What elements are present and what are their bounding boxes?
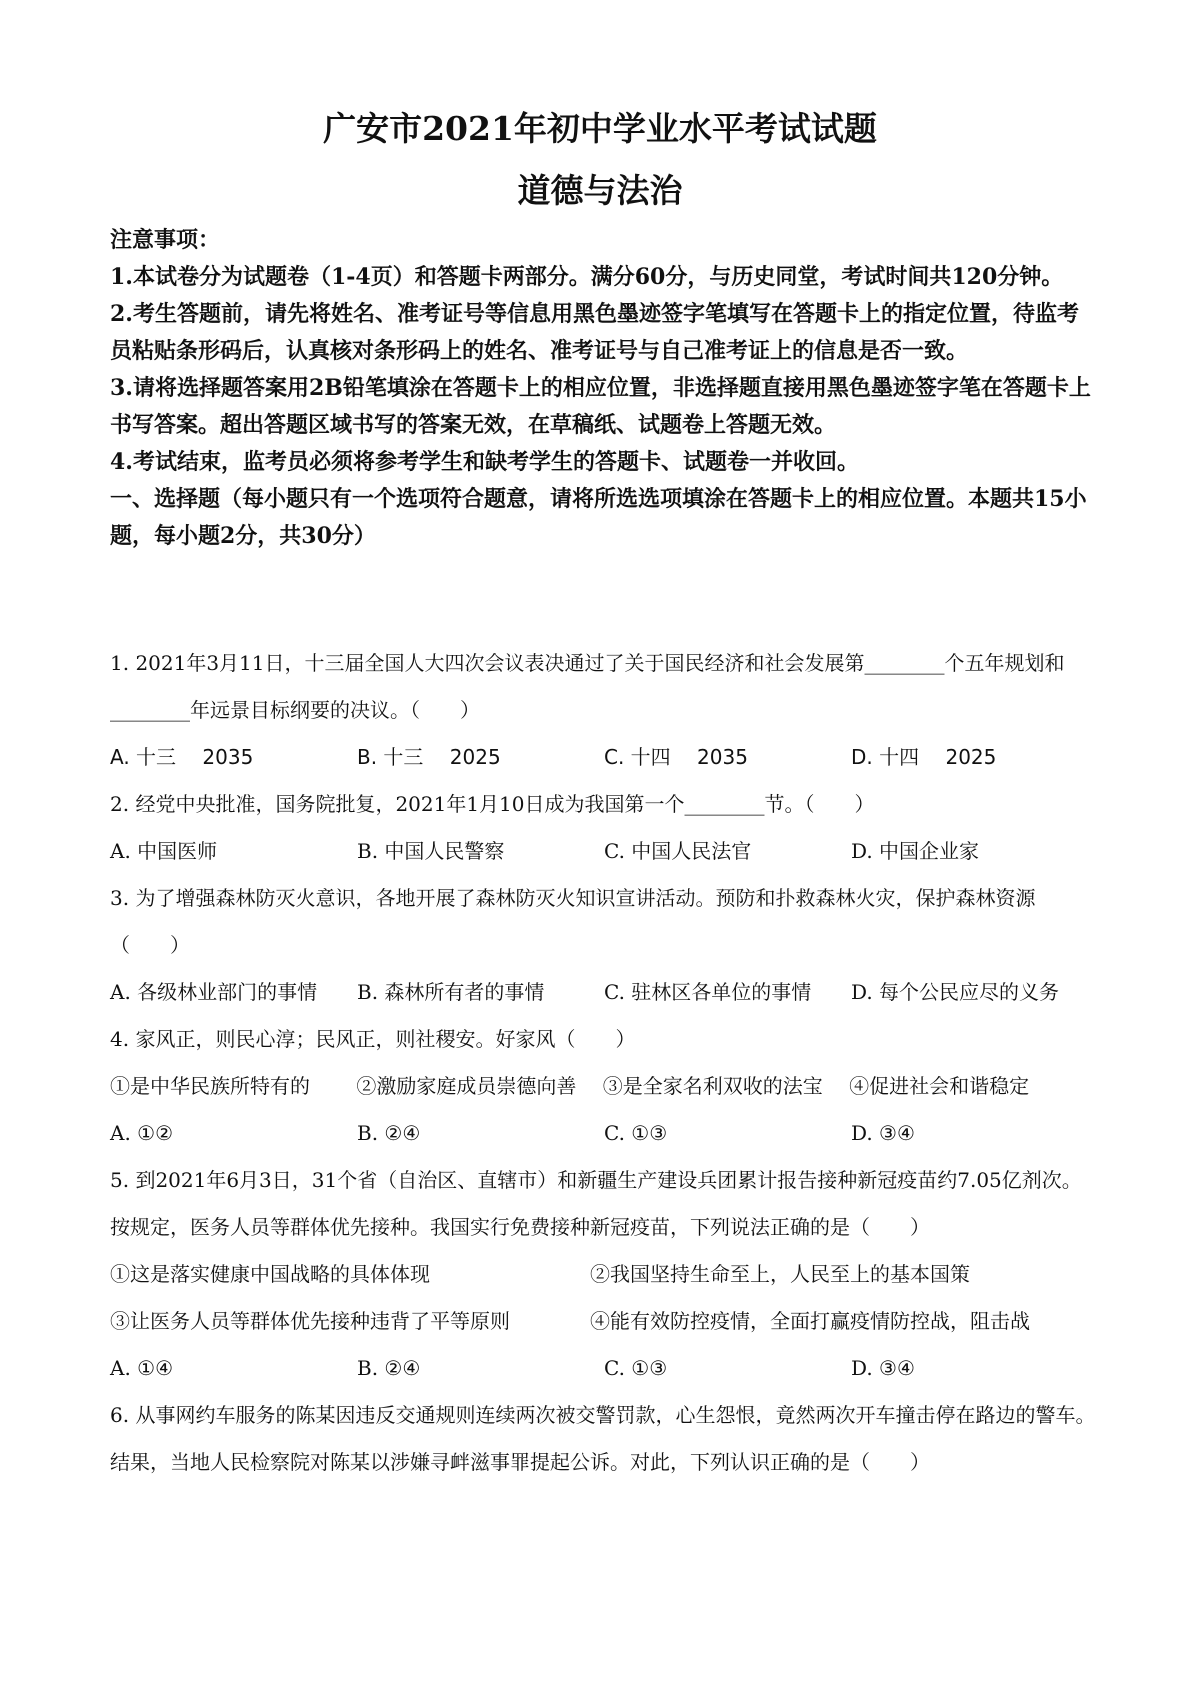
question-6-stem: 6. 从事网约车服务的陈某因违反交通规则连续两次被交警罚款，心生怨恨，竟然两次开车撞击停在路边的警车。结果，当地人民检察院对陈某以涉嫌寻衅滋事罪提起公诉。对此，下列认识正确的是（ ） [110,1403,1096,1474]
question-4-stem: 4. 家风正，则民心淳；民风正，则社稷安。好家风（ ） [110,1027,636,1051]
option-d: D. ③④ [851,1121,915,1145]
question-5-statements-row-1 [110,1251,1100,1298]
statement-2: ②我国坚持生命至上，人民至上的基本国策 [590,1262,970,1286]
option-d: D. ③④ [851,1356,915,1380]
section-heading: 一、选择题（每小题只有一个选项符合题意，请将所选选项填涂在答题卡上的相应位置。本题共15小题，每小题2分，共30分） [110,486,1087,549]
exam-title: 广安市2021年初中学业水平考试试题 [323,109,877,148]
option-c: C. 十四 2035 [604,745,748,769]
option-b: B. 森林所有者的事情 [357,980,545,1004]
question-5-statements-row-2 [110,1298,1100,1345]
option-b: B. 十三 2025 [357,745,501,769]
note-item-1: 1.本试卷分为试题卷（1-4页）和答题卡两部分。满分60分，与历史同堂，考试时间共120分钟。 [110,264,1064,290]
question-3-options [110,969,1100,1016]
question-4-statements: ①是中华民族所特有的 ②激励家庭成员崇德向善 ③是全家名利双收的法宝 ④促进社会和谐稳定 [110,1074,1030,1098]
option-b: B. 中国人民警察 [357,839,505,863]
notes-section [110,222,1100,555]
option-a: A. 十三 2035 [110,745,254,769]
question-1-options [110,734,1100,781]
notes-heading: 注意事项： [110,227,221,253]
question-5-stem: 5. 到2021年6月3日，31个省（自治区、直辖市）和新疆生产建设兵团累计报告接种新冠疫苗约7.05亿剂次。按规定，医务人员等群体优先接种。我国实行免费接种新冠疫苗，下列说法正确的是（ ） [110,1168,1082,1239]
option-c: C. ①③ [604,1356,668,1380]
question-1-stem: 1. 2021年3月11日，十三届全国人大四次会议表决通过了关于国民经济和社会发展第________个五年规划和________年远景目标纲要的决议。（ ） [110,651,1065,722]
statement-1: ①这是落实健康中国战略的具体体现 [110,1262,430,1286]
question-5-options [110,1345,1100,1392]
option-d: D. 十四 2025 [851,745,997,769]
option-b: B. ②④ [357,1121,421,1145]
questions-section [110,640,1100,1486]
option-b: B. ②④ [357,1356,421,1380]
option-a: A. ①④ [110,1356,174,1380]
option-d: D. 每个公民应尽的义务 [851,980,1060,1004]
option-a: A. 中国医师 [110,839,218,863]
note-item-3: 3.请将选择题答案用2B铅笔填涂在答题卡上的相应位置，非选择题直接用黑色墨迹签字笔在答题卡上书写答案。超出答题区域书写的答案无效，在草稿纸、试题卷上答题无效。 [110,375,1091,438]
statement-3: ③让医务人员等群体优先接种违背了平等原则 [110,1309,510,1333]
option-a: A. ①② [110,1121,174,1145]
note-item-2: 2.考生答题前，请先将姓名、准考证号等信息用黑色墨迹签字笔填写在答题卡上的指定位置，待监考员粘贴条形码后，认真核对条形码上的姓名、准考证号与自己准考证上的信息是否一致。 [110,301,1079,364]
question-2-options [110,828,1100,875]
option-c: C. 中国人民法官 [604,839,752,863]
note-item-4: 4.考试结束，监考员必须将参考学生和缺考学生的答题卡、试题卷一并收回。 [110,449,859,475]
question-2-stem: 2. 经党中央批准，国务院批复，2021年1月10日成为我国第一个________节。（ ） [110,792,875,816]
option-c: C. ①③ [604,1121,668,1145]
question-4-options [110,1110,1100,1157]
exam-subject: 道德与法治 [517,171,683,210]
option-c: C. 驻林区各单位的事情 [604,980,812,1004]
question-3-stem: 3. 为了增强森林防灭火意识，各地开展了森林防灭火知识宣讲活动。预防和扑救森林火灾，保护森林资源（ ） [110,886,1036,957]
statement-4: ④能有效防控疫情，全面打赢疫情防控战，阻击战 [590,1309,1030,1333]
option-d: D. 中国企业家 [851,839,980,863]
option-a: A. 各级林业部门的事情 [110,980,318,1004]
